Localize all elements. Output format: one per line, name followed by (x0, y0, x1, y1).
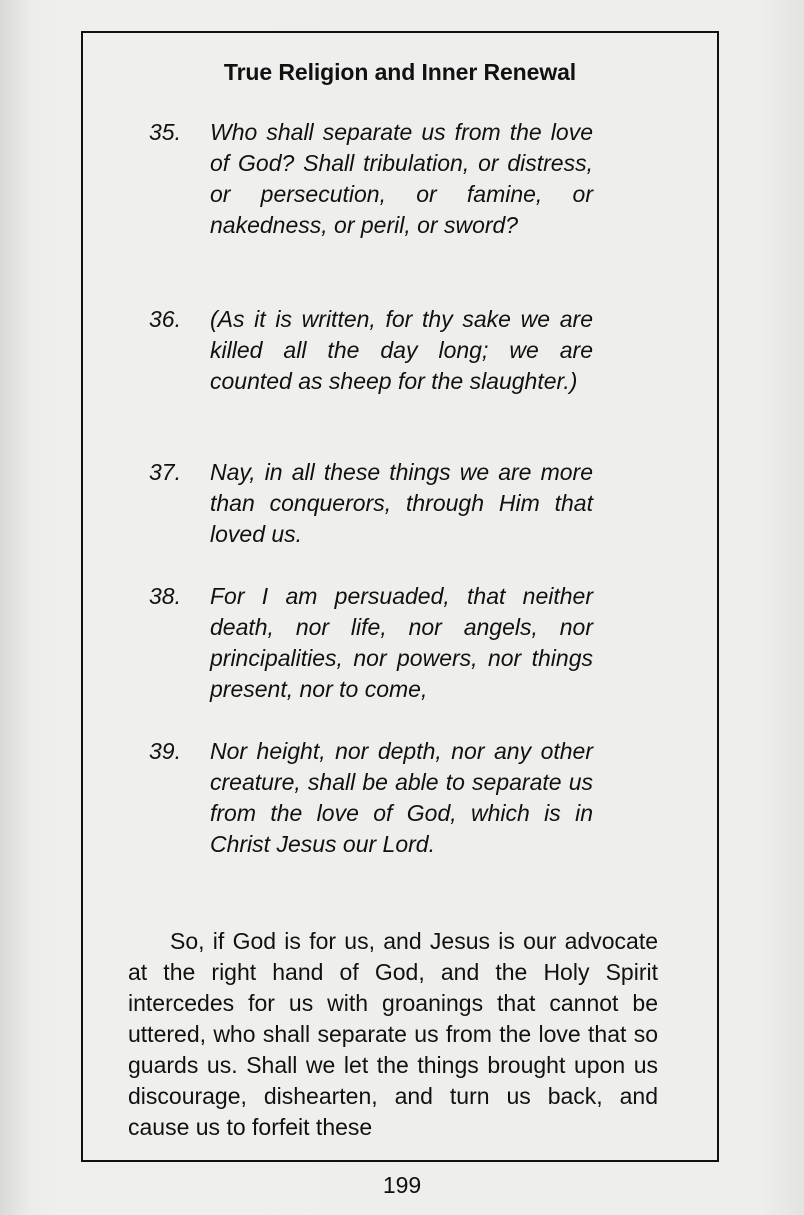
verse-text: (As it is written, for thy sake we are killed all the day long; we are counted as sheep for the slaughter.) (210, 306, 593, 394)
verse-number: 37. (149, 459, 181, 485)
verse-number: 38. (149, 583, 181, 609)
page-number: 199 (382, 1172, 422, 1198)
text-box-frame (81, 31, 719, 1162)
verse-text: For I am persuaded, that neither death, nor life, nor angels, nor principalities, nor powers, nor things present, nor to come, (210, 583, 593, 702)
verse-number: 39. (149, 738, 181, 764)
section-title: True Religion and Inner Renewal (223, 59, 577, 85)
verse-number: 35. (149, 119, 181, 145)
verse-text: Nay, in all these things we are more than conquerors, through Him that loved us. (210, 459, 593, 547)
verse-text: Who shall separate us from the love of God? Shall tribulation, or distress, or persecution, or famine, or nakedness, or peril, or sword? (210, 119, 593, 238)
body-paragraph: So, if God is for us, and Jesus is our advocate at the right hand of God, and the Holy Spirit intercedes for us with groanings that cannot be uttered, who shall separate us from the love that so guards us. Shall we let the things brought upon us discourage, dishearten, and turn us back, and cause us to forfeit these (128, 928, 658, 1140)
verse-number: 36. (149, 306, 181, 332)
verse-text: Nor height, nor depth, nor any other creature, shall be able to separate us from the love of God, which is in Christ Jesus our Lord. (210, 738, 593, 857)
